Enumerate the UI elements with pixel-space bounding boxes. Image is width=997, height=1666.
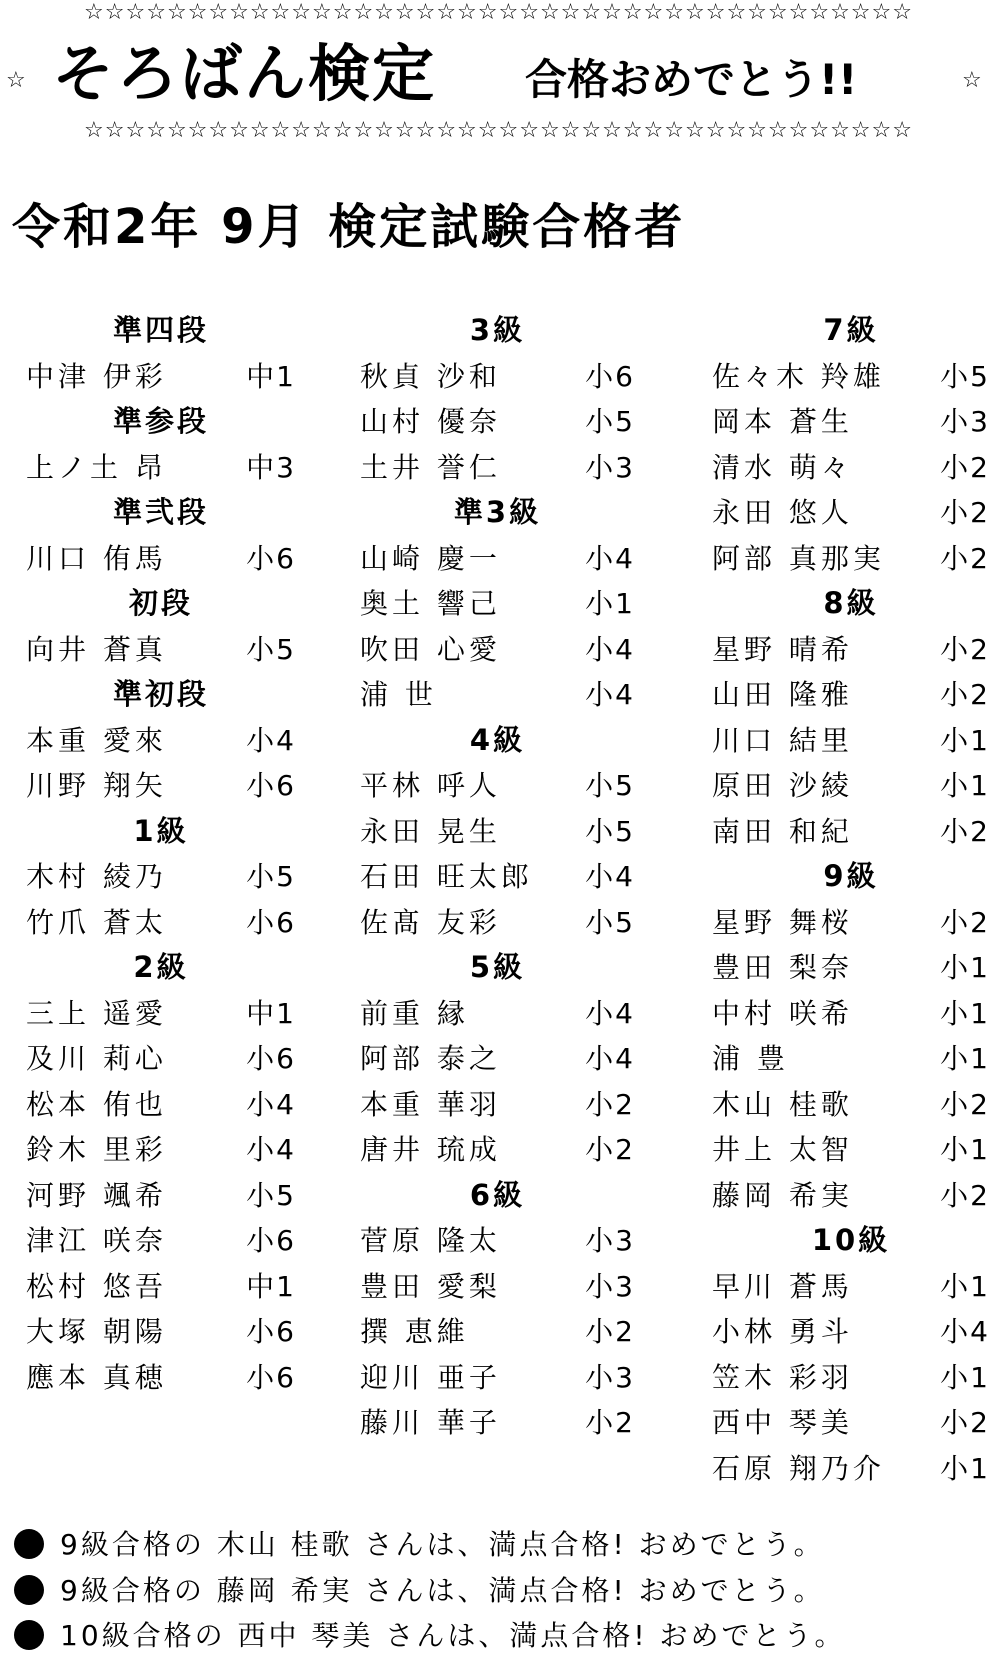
- passer-name: 向井 蒼真: [26, 632, 167, 666]
- school-grade: 小5: [585, 769, 635, 802]
- passer-row: [26, 1218, 296, 1264]
- school-grade: 小5: [246, 860, 296, 893]
- grade-heading: 9級: [823, 859, 879, 893]
- passer-name: 上ノ土 昂: [26, 450, 167, 484]
- school-grade: 小4: [585, 1042, 635, 1075]
- school-grade: 小2: [940, 632, 990, 666]
- passer-name: 三上 遥愛: [26, 996, 167, 1030]
- passer-row: [712, 354, 990, 400]
- passer-row: [26, 900, 296, 946]
- passer-name: 本重 華羽: [360, 1087, 501, 1121]
- passer-row: [360, 1264, 635, 1310]
- passer-name: 浦 世: [360, 678, 437, 711]
- school-grade: 小2: [940, 496, 990, 529]
- passer-name: 及川 莉心: [26, 1042, 167, 1075]
- page-heading: 令和2年 9月 検定試験合格者: [12, 199, 686, 255]
- passer-name: 豊田 梨奈: [712, 951, 853, 984]
- passer-row: [360, 1218, 635, 1264]
- passer-name: 岡本 蒼生: [712, 405, 853, 438]
- school-grade: 小6: [246, 1224, 296, 1257]
- passer-name: 石田 旺太郎: [360, 860, 533, 893]
- passer-name: 木山 桂歌: [712, 1087, 853, 1121]
- school-grade: 小6: [246, 905, 296, 939]
- passer-row: [360, 1036, 635, 1082]
- grade-heading: 準弐段: [112, 495, 209, 529]
- passer-name: 山村 優奈: [360, 405, 501, 438]
- passer-name: 津江 咲奈: [26, 1224, 167, 1257]
- passer-name: 河野 颯希: [26, 1178, 167, 1212]
- star-icon-left: ☆: [6, 68, 26, 93]
- school-grade: 小2: [940, 1178, 990, 1212]
- grade-heading: 7級: [823, 313, 879, 347]
- passer-name: 中津 伊彩: [26, 359, 167, 393]
- passer-name: 松本 侑也: [26, 1087, 167, 1121]
- grade-heading: 準初段: [112, 677, 209, 711]
- banner-subtitle: 合格おめでとう!!: [525, 55, 858, 104]
- school-grade: 小5: [246, 632, 296, 666]
- passer-name: 奥土 響己: [360, 587, 501, 620]
- school-grade: 小3: [585, 450, 635, 484]
- passer-row: [26, 1309, 296, 1355]
- grade-heading: 1級: [133, 813, 189, 848]
- school-grade: 小4: [246, 723, 296, 757]
- passer-row: [26, 1082, 296, 1128]
- passer-row: [26, 1127, 296, 1173]
- grade-heading: 5級: [469, 950, 526, 984]
- bullet-icon: [14, 1620, 44, 1650]
- passer-row: [26, 718, 296, 764]
- passer-name: 阿部 真那実: [712, 541, 885, 575]
- school-grade: 中1: [246, 1269, 296, 1303]
- school-grade: 小4: [585, 860, 635, 893]
- passer-row: [712, 718, 990, 764]
- school-grade: 中1: [246, 996, 296, 1030]
- school-grade: 小5: [585, 405, 635, 438]
- school-grade: 小6: [246, 541, 296, 575]
- passer-name: 本重 愛來: [26, 723, 167, 757]
- passer-row: [360, 399, 635, 445]
- passer-name: 浦 豊: [712, 1042, 789, 1075]
- passer-row: [360, 1355, 635, 1401]
- passer-row: [712, 945, 990, 991]
- school-grade: 小5: [585, 814, 635, 848]
- school-grade: 中1: [246, 359, 296, 393]
- passer-name: 平林 呼人: [360, 769, 501, 802]
- passer-row: [26, 1264, 296, 1310]
- school-grade: 小5: [940, 359, 990, 393]
- grade-heading: 準参段: [112, 404, 209, 438]
- school-grade: 小5: [246, 1178, 296, 1212]
- passer-row: [712, 991, 990, 1037]
- passer-name: 山崎 慶一: [360, 541, 501, 575]
- passer-row: [26, 991, 296, 1037]
- note-text: 9級合格の 木山 桂歌 さんは、満点合格! おめでとう。: [60, 1528, 825, 1561]
- school-grade: 小2: [940, 1087, 990, 1121]
- passer-name: 木村 綾乃: [26, 860, 167, 893]
- passer-name: 菅原 隆太: [360, 1224, 501, 1257]
- results-column-2: [360, 308, 635, 1446]
- grade-heading: 2級: [133, 950, 189, 984]
- passer-name: 藤川 華子: [360, 1406, 501, 1439]
- school-grade: 小2: [585, 1133, 635, 1166]
- school-grade: 小2: [940, 678, 990, 711]
- passer-name: 井上 太智: [712, 1133, 853, 1166]
- school-grade: 小1: [940, 1042, 990, 1075]
- passer-row: [712, 1446, 990, 1492]
- note-line: [10, 1613, 995, 1659]
- school-grade: 小2: [940, 450, 990, 484]
- passer-row: [712, 399, 990, 445]
- note-line: [10, 1522, 995, 1568]
- passer-name: 鈴木 里彩: [26, 1133, 167, 1166]
- passer-row: [712, 809, 990, 855]
- school-grade: 小3: [585, 1224, 635, 1257]
- passer-name: 笠木 彩羽: [712, 1360, 853, 1394]
- passer-name: 南田 和紀: [712, 814, 853, 848]
- school-grade: 小4: [585, 996, 635, 1030]
- passer-row: [26, 354, 296, 400]
- school-grade: 小6: [246, 1042, 296, 1075]
- school-grade: 小6: [585, 359, 635, 393]
- passer-row: [360, 627, 635, 673]
- passer-name: 吹田 心愛: [360, 632, 501, 666]
- passer-row: [360, 1309, 635, 1355]
- passer-row: [360, 763, 635, 809]
- passer-name: 竹爪 蒼太: [26, 905, 167, 939]
- passer-row: [26, 1355, 296, 1401]
- school-grade: 小4: [246, 1133, 296, 1166]
- passer-row: [360, 354, 635, 400]
- passer-name: 永田 晃生: [360, 814, 501, 848]
- passer-row: [712, 536, 990, 582]
- passer-name: 阿部 泰之: [360, 1042, 501, 1075]
- star-border-top: ☆☆☆☆☆☆☆☆☆☆☆☆☆☆☆☆☆☆☆☆☆☆☆☆☆☆☆☆☆☆☆☆☆☆☆☆☆☆☆☆: [84, 0, 913, 25]
- passer-name: 原田 沙綾: [712, 769, 853, 802]
- passer-row: [360, 672, 635, 718]
- school-grade: 小3: [585, 1269, 635, 1303]
- passer-row: [360, 991, 635, 1037]
- grade-heading: 初段: [128, 586, 193, 620]
- passer-name: 大塚 朝陽: [26, 1315, 167, 1348]
- school-grade: 小3: [940, 405, 990, 438]
- school-grade: 小5: [585, 905, 635, 939]
- school-grade: 小1: [940, 723, 990, 757]
- school-grade: 小2: [940, 541, 990, 575]
- grade-heading: 準3級: [453, 495, 542, 529]
- passer-row: [712, 1036, 990, 1082]
- passer-row: [26, 763, 296, 809]
- bullet-icon: [14, 1575, 44, 1605]
- grade-heading: 6級: [469, 1177, 526, 1212]
- grade-heading: 8級: [823, 586, 879, 620]
- passer-row: [712, 627, 990, 673]
- passer-name: 秋貞 沙和: [360, 359, 501, 393]
- passer-row: [360, 809, 635, 855]
- school-grade: 小2: [940, 905, 990, 939]
- passer-row: [712, 1082, 990, 1128]
- school-grade: 小6: [246, 1315, 296, 1348]
- star-border-bottom: ☆☆☆☆☆☆☆☆☆☆☆☆☆☆☆☆☆☆☆☆☆☆☆☆☆☆☆☆☆☆☆☆☆☆☆☆☆☆☆☆: [84, 118, 913, 143]
- passer-name: 清水 萌々: [712, 450, 853, 484]
- passer-name: 山田 隆雅: [712, 678, 853, 711]
- school-grade: 小1: [940, 769, 990, 802]
- passer-name: 藤岡 希実: [712, 1178, 853, 1212]
- school-grade: 小4: [246, 1087, 296, 1121]
- school-grade: 小6: [246, 769, 296, 802]
- passer-name: 星野 舞桜: [712, 905, 853, 939]
- passer-row: [360, 1127, 635, 1173]
- star-icon-right: ☆: [962, 68, 982, 93]
- passer-row: [712, 763, 990, 809]
- passer-name: 石原 翔乃介: [712, 1451, 885, 1485]
- passer-row: [712, 490, 990, 536]
- passer-name: 小林 勇斗: [712, 1315, 853, 1348]
- bullet-icon: [14, 1529, 44, 1559]
- passer-row: [26, 854, 296, 900]
- school-grade: 小4: [585, 632, 635, 666]
- passer-row: [712, 1173, 990, 1219]
- school-grade: 小1: [940, 1360, 990, 1394]
- passer-row: [26, 1173, 296, 1219]
- passer-name: 應本 真穂: [26, 1360, 167, 1394]
- note-text: 9級合格の 藤岡 希実 さんは、満点合格! おめでとう。: [60, 1573, 825, 1607]
- passer-row: [712, 900, 990, 946]
- passer-row: [26, 627, 296, 673]
- passer-row: [712, 672, 990, 718]
- grade-heading: 準四段: [112, 313, 209, 347]
- passer-name: 豊田 愛梨: [360, 1269, 501, 1303]
- passer-row: [360, 854, 635, 900]
- school-grade: 中3: [246, 450, 296, 484]
- school-grade: 小4: [585, 541, 635, 575]
- grade-heading: 4級: [469, 722, 526, 757]
- passer-row: [360, 581, 635, 627]
- passer-row: [360, 445, 635, 491]
- passer-name: 佐々木 羚雄: [712, 359, 885, 393]
- note-text: 10級合格の 西中 琴美 さんは、満点合格! おめでとう。: [60, 1619, 846, 1652]
- passer-name: 土井 誉仁: [360, 450, 501, 484]
- school-grade: 小3: [585, 1360, 635, 1394]
- school-grade: 小2: [585, 1315, 635, 1348]
- passer-name: 西中 琴美: [712, 1406, 853, 1439]
- passer-row: [712, 445, 990, 491]
- school-grade: 小1: [940, 1451, 990, 1485]
- passer-row: [712, 1309, 990, 1355]
- passer-name: 迎川 亜子: [360, 1360, 501, 1394]
- passer-row: [26, 1036, 296, 1082]
- passer-name: 永田 悠人: [712, 496, 853, 529]
- passer-row: [712, 1264, 990, 1310]
- perfect-score-notes: [10, 1522, 995, 1659]
- passer-name: 前重 縁: [360, 996, 469, 1030]
- school-grade: 小2: [585, 1406, 635, 1439]
- passer-name: 川口 侑馬: [26, 541, 167, 575]
- passer-name: 川口 結里: [712, 723, 853, 757]
- results-column-1: [26, 308, 296, 1400]
- school-grade: 小4: [585, 678, 635, 711]
- passer-row: [360, 1400, 635, 1446]
- banner-title: そろばん検定: [52, 37, 437, 110]
- school-grade: 小1: [940, 1269, 990, 1303]
- school-grade: 小2: [940, 1406, 990, 1439]
- passer-name: 撰 恵維: [360, 1315, 469, 1348]
- passer-name: 早川 蒼馬: [712, 1269, 853, 1303]
- passer-name: 星野 晴希: [712, 632, 853, 666]
- passer-row: [360, 536, 635, 582]
- school-grade: 小1: [940, 996, 990, 1030]
- passer-name: 川野 翔矢: [26, 769, 167, 802]
- passer-row: [360, 1082, 635, 1128]
- passer-row: [360, 900, 635, 946]
- results-column-3: [712, 308, 990, 1491]
- passer-row: [712, 1400, 990, 1446]
- grade-heading: 10級: [811, 1223, 891, 1257]
- school-grade: 小4: [940, 1315, 990, 1348]
- school-grade: 小2: [940, 814, 990, 848]
- passer-row: [712, 1355, 990, 1401]
- passer-name: 中村 咲希: [712, 996, 853, 1030]
- passer-row: [26, 445, 296, 491]
- school-grade: 小6: [246, 1360, 296, 1394]
- passer-row: [26, 536, 296, 582]
- school-grade: 小1: [585, 587, 635, 620]
- school-grade: 小1: [940, 951, 990, 984]
- passer-row: [712, 1127, 990, 1173]
- school-grade: 小1: [940, 1133, 990, 1166]
- passer-name: 松村 悠吾: [26, 1269, 167, 1303]
- grade-heading: 3級: [469, 313, 526, 347]
- passer-name: 唐井 琉成: [360, 1133, 501, 1166]
- school-grade: 小2: [585, 1087, 635, 1121]
- passer-name: 佐髙 友彩: [360, 905, 501, 939]
- note-line: [10, 1568, 995, 1614]
